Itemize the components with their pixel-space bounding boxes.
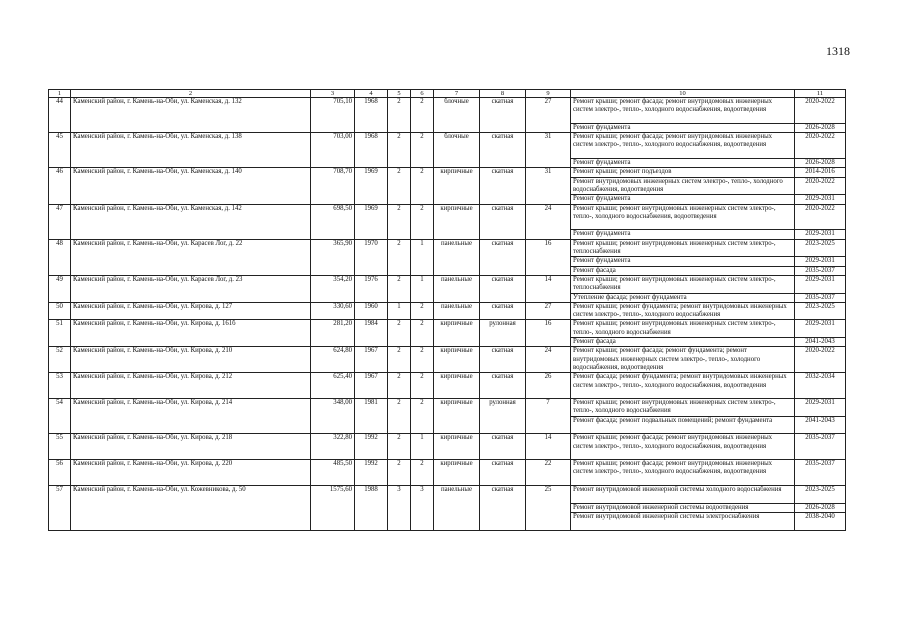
table-row bbox=[49, 320, 846, 338]
area-cell: 348,00 bbox=[311, 399, 355, 434]
year-cell: 1968 bbox=[355, 98, 388, 133]
repair-period-cell: 2026-2028 bbox=[795, 503, 846, 512]
wall-material-cell: кирпичные bbox=[434, 373, 480, 399]
address-cell: Каменский район, г. Камень-на-Оби, ул. Кирова, д. 220 bbox=[71, 460, 311, 486]
area-cell: 365,90 bbox=[311, 239, 355, 275]
roof-type-cell: скатная bbox=[480, 275, 526, 302]
year-cell: 1968 bbox=[355, 133, 388, 168]
roof-type-cell: скатная bbox=[480, 434, 526, 460]
roof-type-cell: рулонная bbox=[480, 399, 526, 434]
floors-cell: 2 bbox=[388, 434, 411, 460]
roof-type-cell: скатная bbox=[480, 347, 526, 373]
repair-works-cell: Ремонт фундамента bbox=[571, 159, 795, 168]
entrances-cell: 2 bbox=[411, 320, 434, 347]
wall-material-cell: кирпичные bbox=[434, 347, 480, 373]
floors-cell: 2 bbox=[388, 347, 411, 373]
repair-works-cell: Ремонт крыши; ремонт внутридомовых инженерных систем электро-, теплоснабжения bbox=[571, 275, 795, 293]
repair-works-cell: Ремонт крыши; ремонт внутридомовых инженерных систем электро-, тепло-, холодного водоснабжения bbox=[571, 320, 795, 338]
address-cell: Каменский район, г. Камень-на-Оби, ул. Кожевникова, д. 50 bbox=[71, 486, 311, 530]
wall-material-cell: кирпичные bbox=[434, 460, 480, 486]
year-cell: 1981 bbox=[355, 399, 388, 434]
table-row bbox=[49, 373, 846, 399]
address-cell: Каменский район, г. Камень-на-Оби, ул. Карасев Лог, д. 22 bbox=[71, 239, 311, 275]
residents-cell: 14 bbox=[526, 275, 571, 302]
row-number: 53 bbox=[49, 373, 71, 399]
floors-cell: 2 bbox=[388, 373, 411, 399]
repair-works-cell: Ремонт фундамента bbox=[571, 123, 795, 132]
address-cell: Каменский район, г. Камень-на-Оби, ул. Кирова, д. 210 bbox=[71, 347, 311, 373]
wall-material-cell: кирпичные bbox=[434, 320, 480, 347]
row-number: 51 bbox=[49, 320, 71, 347]
repair-works-cell: Ремонт внутридомовой инженерной системы водоотведения bbox=[571, 503, 795, 512]
entrances-cell: 2 bbox=[411, 460, 434, 486]
address-cell: Каменский район, г. Камень-на-Оби, ул. Кирова, д. 218 bbox=[71, 434, 311, 460]
entrances-cell: 2 bbox=[411, 399, 434, 434]
entrances-cell: 1 bbox=[411, 434, 434, 460]
address-cell: Каменский район, г. Камень-на-Оби, ул. Кирова, д. 161б bbox=[71, 320, 311, 347]
column-number-9: 9 bbox=[526, 90, 571, 98]
column-number-5: 5 bbox=[388, 90, 411, 98]
repair-works-cell: Ремонт крыши; ремонт фундамента; ремонт внутридомовых инженерных систем электро-, тепло-, холодного водоснабжения bbox=[571, 302, 795, 320]
table-row bbox=[49, 460, 846, 486]
row-number: 46 bbox=[49, 168, 71, 204]
repair-period-cell: 2038-2040 bbox=[795, 512, 846, 530]
repair-works-cell: Утепление фасада; ремонт фундамента bbox=[571, 293, 795, 302]
residents-cell: 27 bbox=[526, 98, 571, 133]
row-number: 56 bbox=[49, 460, 71, 486]
area-cell: 330,60 bbox=[311, 302, 355, 320]
row-number: 50 bbox=[49, 302, 71, 320]
area-cell: 698,50 bbox=[311, 204, 355, 239]
repair-works-cell: Ремонт крыши; ремонт фасада; ремонт внутридомовых инженерных систем электро-, тепло-, холодного водоснабжения, водоотведения bbox=[571, 133, 795, 159]
row-number: 44 bbox=[49, 98, 71, 133]
address-cell: Каменский район, г. Камень-на-Оби, ул. Каменская, д. 142 bbox=[71, 204, 311, 239]
table-row bbox=[49, 434, 846, 460]
roof-type-cell: скатная bbox=[480, 302, 526, 320]
repair-period-cell: 2032-2034 bbox=[795, 373, 846, 399]
year-cell: 1992 bbox=[355, 460, 388, 486]
area-cell: 625,40 bbox=[311, 373, 355, 399]
wall-material-cell: панельные bbox=[434, 239, 480, 275]
repair-works-cell: Ремонт фасада; ремонт подвальных помещений; ремонт фундамента bbox=[571, 416, 795, 434]
repair-period-cell: 2029-2031 bbox=[795, 230, 846, 239]
address-cell: Каменский район, г. Камень-на-Оби, ул. Каменская, д. 132 bbox=[71, 98, 311, 133]
entrances-cell: 1 bbox=[411, 275, 434, 302]
repair-works-cell: Ремонт фасада bbox=[571, 266, 795, 275]
year-cell: 1992 bbox=[355, 434, 388, 460]
wall-material-cell: кирпичные bbox=[434, 168, 480, 204]
year-cell: 1976 bbox=[355, 275, 388, 302]
repair-works-cell: Ремонт фасада bbox=[571, 338, 795, 347]
year-cell: 1960 bbox=[355, 302, 388, 320]
floors-cell: 3 bbox=[388, 486, 411, 530]
entrances-cell: 3 bbox=[411, 486, 434, 530]
table-row bbox=[49, 399, 846, 417]
floors-cell: 2 bbox=[388, 98, 411, 133]
row-number: 52 bbox=[49, 347, 71, 373]
repair-period-cell: 2020-2022 bbox=[795, 98, 846, 124]
row-number: 55 bbox=[49, 434, 71, 460]
repair-period-cell: 2023-2025 bbox=[795, 239, 846, 257]
floors-cell: 2 bbox=[388, 275, 411, 302]
residents-cell: 27 bbox=[526, 302, 571, 320]
column-number-8: 8 bbox=[480, 90, 526, 98]
table-row bbox=[49, 133, 846, 159]
row-number: 48 bbox=[49, 239, 71, 275]
area-cell: 705,10 bbox=[311, 98, 355, 133]
repair-period-cell: 2023-2025 bbox=[795, 302, 846, 320]
repair-works-cell: Ремонт фундамента bbox=[571, 195, 795, 204]
entrances-cell: 1 bbox=[411, 239, 434, 275]
area-cell: 485,50 bbox=[311, 460, 355, 486]
repair-works-cell: Ремонт крыши; ремонт фасада; ремонт внутридомовых инженерных систем электро-, тепло-, холодного водоснабжения, водоотведения bbox=[571, 460, 795, 486]
table-row bbox=[49, 347, 846, 373]
table-row bbox=[49, 275, 846, 293]
address-cell: Каменский район, г. Камень-на-Оби, ул. Кирова, д. 214 bbox=[71, 399, 311, 434]
year-cell: 1967 bbox=[355, 347, 388, 373]
entrances-cell: 2 bbox=[411, 133, 434, 168]
floors-cell: 2 bbox=[388, 320, 411, 347]
table-row bbox=[49, 168, 846, 177]
repair-period-cell: 2026-2028 bbox=[795, 159, 846, 168]
repair-period-cell: 2041-2043 bbox=[795, 416, 846, 434]
roof-type-cell: рулонная bbox=[480, 320, 526, 347]
wall-material-cell: панельные bbox=[434, 275, 480, 302]
entrances-cell: 2 bbox=[411, 347, 434, 373]
repair-works-cell: Ремонт фасада; ремонт фундамента; ремонт внутридомовых инженерных систем электро-, тепло-, холодного водоснабжения, водоотведения bbox=[571, 373, 795, 399]
residents-cell: 16 bbox=[526, 320, 571, 347]
floors-cell: 2 bbox=[388, 239, 411, 275]
roof-type-cell: скатная bbox=[480, 98, 526, 133]
column-number-1: 1 bbox=[49, 90, 71, 98]
capital-repair-table bbox=[48, 89, 846, 531]
row-number: 54 bbox=[49, 399, 71, 434]
repair-period-cell: 2020-2022 bbox=[795, 177, 846, 195]
area-cell: 1575,60 bbox=[311, 486, 355, 530]
address-cell: Каменский район, г. Камень-на-Оби, ул. Карасев Лог, д. 23 bbox=[71, 275, 311, 302]
row-number: 57 bbox=[49, 486, 71, 530]
repair-period-cell: 2023-2025 bbox=[795, 486, 846, 504]
wall-material-cell: кирпичные bbox=[434, 204, 480, 239]
wall-material-cell: панельные bbox=[434, 486, 480, 530]
table-row bbox=[49, 486, 846, 504]
repair-works-cell: Ремонт внутридомовых инженерных систем электро-, тепло-, холодного водоснабжения, водоотведения bbox=[571, 177, 795, 195]
floors-cell: 1 bbox=[388, 302, 411, 320]
area-cell: 322,80 bbox=[311, 434, 355, 460]
repair-period-cell: 2020-2022 bbox=[795, 347, 846, 373]
table-row bbox=[49, 204, 846, 230]
repair-period-cell: 2035-2037 bbox=[795, 460, 846, 486]
floors-cell: 2 bbox=[388, 460, 411, 486]
floors-cell: 2 bbox=[388, 168, 411, 204]
year-cell: 1967 bbox=[355, 373, 388, 399]
repair-period-cell: 2014-2016 bbox=[795, 168, 846, 177]
repair-period-cell: 2029-2031 bbox=[795, 399, 846, 417]
repair-period-cell: 2035-2037 bbox=[795, 266, 846, 275]
residents-cell: 14 bbox=[526, 434, 571, 460]
repair-period-cell: 2029-2031 bbox=[795, 257, 846, 266]
repair-period-cell: 2035-2037 bbox=[795, 434, 846, 460]
wall-material-cell: блочные bbox=[434, 133, 480, 168]
entrances-cell: 2 bbox=[411, 98, 434, 133]
address-cell: Каменский район, г. Камень-на-Оби, ул. Каменская, д. 140 bbox=[71, 168, 311, 204]
residents-cell: 31 bbox=[526, 133, 571, 168]
column-number-3: 3 bbox=[311, 90, 355, 98]
repair-period-cell: 2026-2028 bbox=[795, 123, 846, 132]
page-number: 1318 bbox=[826, 44, 850, 58]
residents-cell: 24 bbox=[526, 204, 571, 239]
floors-cell: 2 bbox=[388, 133, 411, 168]
repair-works-cell: Ремонт внутридомовой инженерной системы электроснабжения bbox=[571, 512, 795, 530]
entrances-cell: 2 bbox=[411, 168, 434, 204]
area-cell: 703,00 bbox=[311, 133, 355, 168]
table-row bbox=[49, 239, 846, 257]
row-number: 49 bbox=[49, 275, 71, 302]
roof-type-cell: скатная bbox=[480, 239, 526, 275]
residents-cell: 22 bbox=[526, 460, 571, 486]
year-cell: 1988 bbox=[355, 486, 388, 530]
repair-period-cell: 2035-2037 bbox=[795, 293, 846, 302]
wall-material-cell: кирпичные bbox=[434, 399, 480, 434]
residents-cell: 24 bbox=[526, 347, 571, 373]
roof-type-cell: скатная bbox=[480, 460, 526, 486]
entrances-cell: 2 bbox=[411, 204, 434, 239]
repair-period-cell: 2020-2022 bbox=[795, 204, 846, 230]
table-row bbox=[49, 98, 846, 124]
repair-period-cell: 2029-2031 bbox=[795, 320, 846, 338]
repair-works-cell: Ремонт крыши; ремонт фасада; ремонт внутридомовых инженерных систем электро-, тепло-, холодного водоснабжения, водоотведения bbox=[571, 98, 795, 124]
residents-cell: 7 bbox=[526, 399, 571, 434]
column-number-6: 6 bbox=[411, 90, 434, 98]
column-number-11: 11 bbox=[795, 90, 846, 98]
repair-works-cell: Ремонт крыши; ремонт внутридомовых инженерных систем электро-, тепло-, холодного водоснабжения, водоотведения bbox=[571, 204, 795, 230]
entrances-cell: 2 bbox=[411, 373, 434, 399]
area-cell: 708,70 bbox=[311, 168, 355, 204]
column-number-10: 10 bbox=[571, 90, 795, 98]
entrances-cell: 2 bbox=[411, 302, 434, 320]
area-cell: 624,80 bbox=[311, 347, 355, 373]
roof-type-cell: скатная bbox=[480, 204, 526, 239]
repair-works-cell: Ремонт крыши; ремонт внутридомовых инженерных систем электро-, теплоснабжения bbox=[571, 239, 795, 257]
area-cell: 281,20 bbox=[311, 320, 355, 347]
roof-type-cell: скатная bbox=[480, 168, 526, 204]
repair-works-cell: Ремонт фундамента bbox=[571, 230, 795, 239]
floors-cell: 2 bbox=[388, 399, 411, 434]
address-cell: Каменский район, г. Камень-на-Оби, ул. Кирова, д. 212 bbox=[71, 373, 311, 399]
residents-cell: 26 bbox=[526, 373, 571, 399]
column-number-7: 7 bbox=[434, 90, 480, 98]
repair-works-cell: Ремонт фундамента bbox=[571, 257, 795, 266]
repair-period-cell: 2041-2043 bbox=[795, 338, 846, 347]
address-cell: Каменский район, г. Камень-на-Оби, ул. Кирова, д. 127 bbox=[71, 302, 311, 320]
year-cell: 1984 bbox=[355, 320, 388, 347]
repair-works-cell: Ремонт крыши; ремонт фасада; ремонт фундамента; ремонт внутридомовых инженерных систем электро-, тепло-, холодного водоснабжения, водоотведения bbox=[571, 347, 795, 373]
wall-material-cell: кирпичные bbox=[434, 434, 480, 460]
residents-cell: 25 bbox=[526, 486, 571, 530]
wall-material-cell: панельные bbox=[434, 302, 480, 320]
row-number: 47 bbox=[49, 204, 71, 239]
table-row bbox=[49, 302, 846, 320]
roof-type-cell: скатная bbox=[480, 133, 526, 168]
year-cell: 1970 bbox=[355, 239, 388, 275]
floors-cell: 2 bbox=[388, 204, 411, 239]
column-number-row bbox=[49, 90, 846, 98]
row-number: 45 bbox=[49, 133, 71, 168]
column-number-2: 2 bbox=[71, 90, 311, 98]
residents-cell: 31 bbox=[526, 168, 571, 204]
repair-works-cell: Ремонт крыши; ремонт фасада; ремонт внутридомовых инженерных систем электро-, тепло-, холодного водоснабжения, водоотведения bbox=[571, 434, 795, 460]
repair-period-cell: 2029-2031 bbox=[795, 275, 846, 293]
repair-period-cell: 2029-2031 bbox=[795, 195, 846, 204]
repair-works-cell: Ремонт крыши; ремонт внутридомовых инженерных систем электро-, тепло-, холодного водоснабжения bbox=[571, 399, 795, 417]
roof-type-cell: скатная bbox=[480, 373, 526, 399]
area-cell: 354,20 bbox=[311, 275, 355, 302]
column-number-4: 4 bbox=[355, 90, 388, 98]
repair-works-cell: Ремонт внутридомовой инженерной системы холодного водоснабжения bbox=[571, 486, 795, 504]
address-cell: Каменский район, г. Камень-на-Оби, ул. Каменская, д. 138 bbox=[71, 133, 311, 168]
residents-cell: 16 bbox=[526, 239, 571, 275]
year-cell: 1969 bbox=[355, 204, 388, 239]
repair-works-cell: Ремонт крыши; ремонт подъездов bbox=[571, 168, 795, 177]
wall-material-cell: блочные bbox=[434, 98, 480, 133]
year-cell: 1969 bbox=[355, 168, 388, 204]
roof-type-cell: скатная bbox=[480, 486, 526, 530]
repair-period-cell: 2020-2022 bbox=[795, 133, 846, 159]
